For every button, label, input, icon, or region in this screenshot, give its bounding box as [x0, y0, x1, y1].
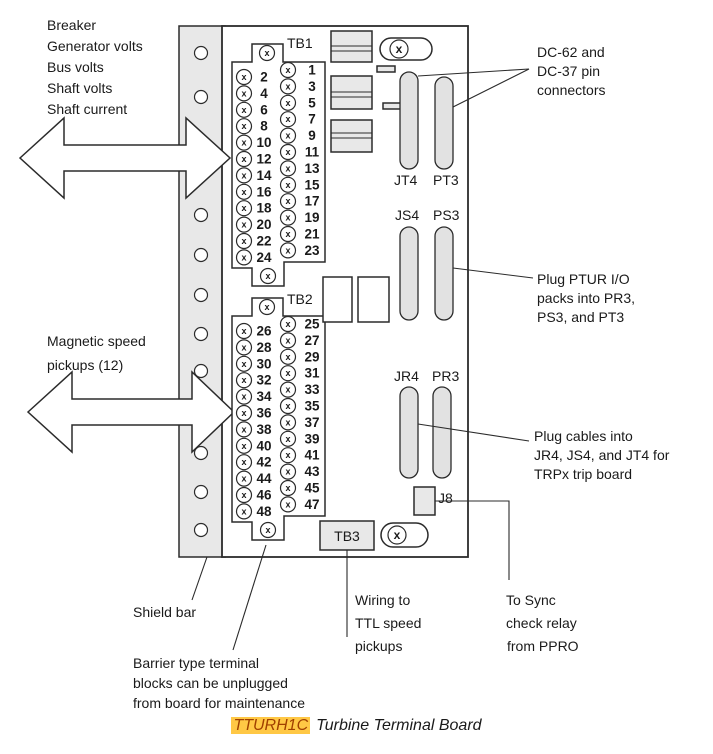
- shield-bar-hole: [195, 47, 208, 60]
- terminal-number: 12: [256, 151, 272, 167]
- figure-caption-text: Turbine Terminal Board: [316, 717, 482, 734]
- shield-bar-hole: [195, 91, 208, 104]
- terminal-number: 21: [304, 226, 320, 242]
- dc-connectors-note: [537, 44, 605, 98]
- sync-note: [506, 592, 579, 654]
- connector-pr3-label: PR3: [432, 368, 460, 384]
- terminal-x-mark: x: [241, 219, 247, 230]
- terminal-number: 28: [256, 339, 272, 355]
- terminal-x-mark: x: [241, 88, 247, 99]
- jumper-bar: [383, 103, 401, 109]
- signal-label: Breaker: [47, 17, 97, 33]
- signal-label: Generator volts: [47, 38, 143, 54]
- note-line: JR4, JS4, and JT4 for: [534, 447, 670, 463]
- terminal-number: 46: [256, 487, 272, 503]
- signal-arrow-top: [20, 118, 230, 198]
- terminal-x-mark: x: [241, 203, 247, 214]
- terminal-x-mark: x: [285, 163, 291, 174]
- magnetic-pickups-label: [47, 333, 146, 373]
- connector-js4-label: JS4: [395, 207, 420, 223]
- note-line: Barrier type terminal: [133, 655, 260, 671]
- terminal-x-mark: x: [241, 121, 247, 132]
- shield-bar-hole: [195, 289, 208, 302]
- terminal-number: 14: [256, 167, 272, 183]
- terminal-number: 43: [304, 464, 320, 480]
- terminal-number: 13: [304, 160, 320, 176]
- terminal-number: 1: [308, 62, 316, 78]
- terminal-number: 31: [304, 365, 320, 381]
- terminal-x-mark: x: [241, 170, 247, 181]
- signal-label: Shaft current: [47, 101, 128, 117]
- connector-jt4: [400, 72, 418, 169]
- connector-ps3-label: PS3: [433, 207, 460, 223]
- terminal-x-mark: x: [285, 81, 291, 92]
- note-line: DC-37 pin: [537, 63, 601, 79]
- terminal-x-mark: x: [285, 245, 291, 256]
- terminal-x-mark: x: [285, 483, 291, 493]
- signal-list: [47, 17, 143, 117]
- terminal-number: 33: [304, 382, 320, 398]
- barrier-note: [133, 655, 305, 711]
- connector-pr3: [433, 387, 451, 478]
- terminal-x-mark: x: [241, 506, 247, 517]
- connector-ps3: [435, 227, 453, 320]
- terminal-number: 22: [256, 233, 272, 249]
- note-line: To Sync: [506, 592, 556, 608]
- connector-jr4: [400, 387, 418, 478]
- shield-bar-hole: [195, 486, 208, 499]
- terminal-number: 47: [304, 496, 320, 512]
- terminal-x-mark: x: [265, 525, 271, 535]
- terminal-x-mark: x: [241, 358, 247, 369]
- terminal-x-mark: x: [241, 186, 247, 197]
- shield-bar-hole: [195, 249, 208, 262]
- terminal-number: 36: [256, 405, 272, 421]
- note-line: Plug cables into: [534, 428, 633, 444]
- terminal-number: 4: [260, 85, 268, 101]
- note-line: Wiring to: [355, 592, 411, 608]
- terminal-x-mark: x: [264, 48, 270, 58]
- terminal-x-mark: x: [285, 212, 291, 223]
- note-line: PS3, and PT3: [537, 309, 625, 325]
- figure-caption: [0, 717, 713, 735]
- terminal-x-mark: x: [265, 271, 271, 281]
- terminal-number: 38: [256, 421, 272, 437]
- terminal-x-mark: x: [285, 229, 291, 239]
- terminal-number: 37: [304, 414, 320, 430]
- magnetic-label-line: Magnetic speed: [47, 333, 146, 349]
- leader-barrier: [233, 545, 266, 650]
- connector-js4: [400, 227, 418, 320]
- terminal-number: 18: [256, 200, 272, 216]
- shield-bar-hole: [195, 328, 208, 341]
- magnetic-label-line: pickups (12): [47, 357, 124, 373]
- terminal-x-mark: x: [241, 391, 247, 402]
- terminal-x-mark: x: [241, 252, 247, 263]
- terminal-x-mark: x: [241, 440, 247, 451]
- terminal-number: 40: [256, 438, 272, 454]
- terminal-x-mark: x: [285, 97, 291, 108]
- terminal-x-mark: x: [241, 326, 247, 336]
- connector-j8-label: J8: [438, 490, 453, 506]
- terminal-number: 2: [260, 69, 268, 85]
- terminal-number: 23: [304, 242, 320, 258]
- terminal-number: 19: [304, 210, 320, 226]
- terminal-x-mark: x: [285, 401, 291, 411]
- terminal-number: 10: [256, 135, 272, 151]
- terminal-number: 17: [304, 193, 320, 209]
- terminal-number: 20: [256, 217, 272, 233]
- terminal-x-mark: x: [285, 114, 291, 125]
- terminal-number: 15: [304, 177, 320, 193]
- figure-caption-highlight: TTURH1C: [233, 717, 309, 734]
- connector-pt3-label: PT3: [433, 172, 459, 188]
- note-line: connectors: [537, 82, 606, 98]
- terminal-x-mark: x: [241, 154, 247, 164]
- terminal-x-mark: x: [285, 384, 291, 395]
- terminal-number: 45: [304, 480, 320, 496]
- terminal-x-mark: x: [285, 466, 291, 477]
- terminal-x-mark: x: [393, 528, 401, 542]
- terminal-number: 11: [304, 144, 320, 160]
- terminal-number: 9: [308, 128, 316, 144]
- terminal-x-mark: x: [241, 424, 247, 435]
- terminal-x-mark: x: [241, 104, 247, 115]
- note-line: from PPRO: [507, 638, 579, 654]
- note-line: TTL speed: [355, 615, 422, 631]
- terminal-x-mark: x: [241, 408, 247, 418]
- relay-blocks: [331, 31, 372, 152]
- signal-label: Bus volts: [47, 59, 104, 75]
- terminal-x-mark: x: [285, 351, 291, 362]
- signal-arrow-bottom: [28, 372, 234, 452]
- terminal-x-mark: x: [241, 375, 247, 386]
- terminal-x-mark: x: [241, 457, 247, 468]
- terminal-number: 29: [304, 349, 320, 365]
- connector-j8: [414, 487, 435, 515]
- signal-label: Shaft volts: [47, 80, 113, 96]
- note-line: check relay: [506, 615, 577, 631]
- terminal-x-mark: x: [285, 179, 291, 190]
- wiring-note: [355, 592, 421, 654]
- terminal-x-mark: x: [241, 72, 247, 82]
- terminal-x-mark: x: [285, 319, 291, 329]
- connector-jr4-label: JR4: [394, 368, 419, 384]
- terminal-number: 8: [260, 118, 268, 134]
- leader-shield-bar: [192, 557, 207, 600]
- terminal-x-mark: x: [285, 196, 291, 207]
- terminal-x-mark: x: [241, 236, 247, 246]
- note-line: packs into PR3,: [537, 290, 636, 306]
- tb2-label: TB2: [287, 291, 313, 307]
- note-line: blocks can be unplugged: [133, 675, 288, 691]
- terminal-number: 16: [256, 184, 272, 200]
- terminal-number: 34: [256, 389, 272, 405]
- relay-block: [331, 120, 372, 152]
- terminal-number: 48: [256, 503, 272, 519]
- terminal-x-mark: x: [241, 473, 247, 484]
- shield-bar-hole: [195, 524, 208, 537]
- terminal-x-mark: x: [285, 130, 291, 141]
- terminal-x-mark: x: [285, 65, 291, 75]
- note-line: from board for maintenance: [133, 695, 305, 711]
- note-line: DC-62 and: [537, 44, 605, 60]
- terminal-number: 7: [308, 111, 316, 127]
- ptur-packs-note: [537, 271, 635, 325]
- shield-bar-note: Shield bar: [133, 604, 197, 620]
- terminal-number: 39: [304, 431, 320, 447]
- empty-socket: [323, 277, 352, 322]
- terminal-x-mark: x: [264, 302, 270, 312]
- connector-jt4-label: JT4: [394, 172, 418, 188]
- tb3-label: TB3: [334, 528, 360, 544]
- terminal-number: 25: [304, 316, 320, 332]
- terminal-number: 24: [256, 249, 272, 265]
- terminal-number: 30: [256, 356, 272, 372]
- empty-socket: [358, 277, 389, 322]
- jumper-bar: [377, 66, 395, 72]
- terminal-x-mark: x: [285, 368, 291, 379]
- terminal-number: 41: [304, 447, 320, 463]
- terminal-x-mark: x: [285, 417, 291, 428]
- terminal-number: 27: [304, 332, 320, 348]
- note-line: pickups: [355, 638, 403, 654]
- terminal-x-mark: x: [241, 490, 247, 500]
- terminal-number: 26: [256, 323, 272, 339]
- terminal-x-mark: x: [395, 42, 403, 56]
- terminal-x-mark: x: [241, 342, 247, 353]
- terminal-number: 6: [260, 102, 268, 118]
- connector-pt3: [435, 77, 453, 169]
- terminal-number: 32: [256, 372, 272, 388]
- note-line: TRPx trip board: [534, 466, 633, 482]
- terminal-number: 44: [256, 471, 272, 487]
- plug-cables-note: [534, 428, 670, 482]
- tb1-label: TB1: [287, 35, 313, 51]
- note-line: Plug PTUR I/O: [537, 271, 630, 287]
- shield-bar-hole: [195, 209, 208, 222]
- terminal-number: 5: [308, 95, 316, 111]
- terminal-x-mark: x: [285, 147, 291, 157]
- terminal-x-mark: x: [285, 433, 291, 444]
- terminal-number: 3: [308, 78, 316, 94]
- terminal-x-mark: x: [241, 137, 247, 148]
- terminal-number: 35: [304, 398, 320, 414]
- terminal-x-mark: x: [285, 499, 291, 510]
- terminal-x-mark: x: [285, 335, 291, 346]
- terminal-x-mark: x: [285, 450, 291, 461]
- terminal-number: 42: [256, 454, 272, 470]
